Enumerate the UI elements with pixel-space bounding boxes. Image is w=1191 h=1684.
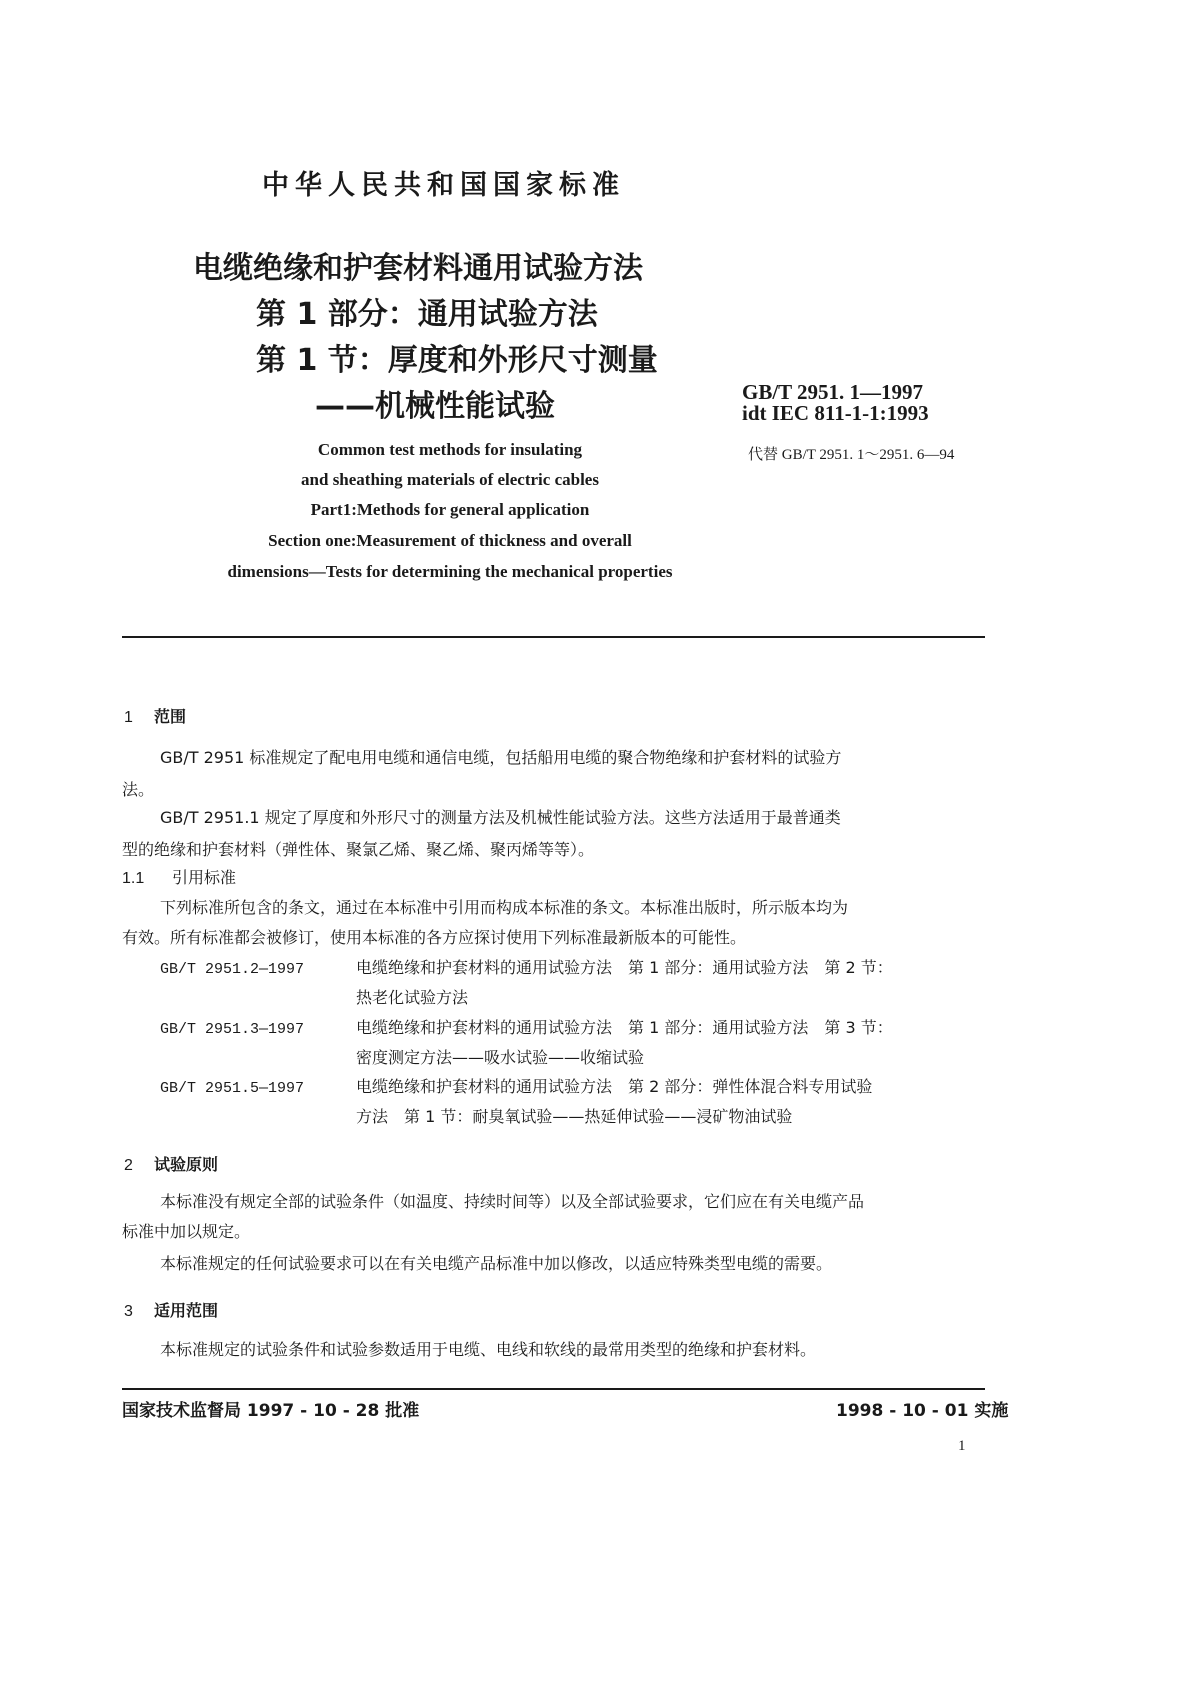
reference-code: GB/T 2951.2—1997 xyxy=(160,961,305,978)
title-line-3: 第 1 节：厚度和外形尺寸测量 xyxy=(256,343,658,378)
paragraph: 标准中加以规定。 xyxy=(122,1222,251,1241)
reference-code: GB/T 2951.5—1997 xyxy=(160,1080,305,1097)
paragraph: 本标准规定的试验条件和试验参数适用于电缆、电线和软线的最常用类型的绝缘和护套材料。 xyxy=(160,1340,817,1359)
reference-title: 电缆绝缘和护套材料的通用试验方法 第 2 部分：弹性体混合料专用试验 xyxy=(356,1077,873,1096)
section-1-heading xyxy=(124,704,186,727)
country-standard-heading: 中华人民共和国国家标准 xyxy=(262,170,625,201)
header-divider xyxy=(122,636,985,638)
section-3-heading xyxy=(124,1298,218,1321)
title-line-1: 电缆绝缘和护套材料通用试验方法 xyxy=(193,251,643,286)
section-number: 2 xyxy=(124,1157,133,1174)
idt-code: idt IEC 811-1-1:1993 xyxy=(742,401,929,425)
title-line-2: 第 1 部分：通用试验方法 xyxy=(256,297,598,332)
section-title: 引用标准 xyxy=(172,868,237,887)
reference-title: 电缆绝缘和护套材料的通用试验方法 第 1 部分：通用试验方法 第 2 节： xyxy=(356,958,893,977)
reference-title: 密度测定方法——吸水试验——收缩试验 xyxy=(356,1048,645,1067)
section-number: 1.1 xyxy=(122,870,145,887)
english-title-line-1: Common test methods for insulating xyxy=(317,440,583,459)
approval-date: 国家技术监督局 1997 - 10 - 28 批准 xyxy=(122,1401,420,1421)
page-number: 1 xyxy=(958,1438,966,1454)
reference-code: GB/T 2951.3—1997 xyxy=(160,1021,305,1038)
paragraph: 型的绝缘和护套材料（弹性体、聚氯乙烯、聚乙烯、聚丙烯等等）。 xyxy=(122,840,595,859)
title-line-4: ——机械性能试验 xyxy=(315,389,555,424)
paragraph: 本标准规定的任何试验要求可以在有关电缆产品标准中加以修改，以适应特殊类型电缆的需要。 xyxy=(160,1254,833,1273)
section-title: 适用范围 xyxy=(154,1301,219,1320)
section-number: 3 xyxy=(124,1303,133,1320)
english-title-line-3: Part1:Methods for general application xyxy=(310,500,590,519)
section-2-heading xyxy=(124,1152,218,1175)
footer-divider xyxy=(122,1388,985,1390)
paragraph: 有效。所有标准都会被修订，使用本标准的各方应探讨使用下列标准最新版本的可能性。 xyxy=(122,928,747,947)
paragraph: 下列标准所包含的条文，通过在本标准中引用而构成本标准的条文。本标准出版时，所示版本均为 xyxy=(160,898,849,917)
effective-date: 1998 - 10 - 01 实施 xyxy=(836,1401,1009,1421)
paragraph: GB/T 2951 标准规定了配电用电缆和通信电缆，包括船用电缆的聚合物绝缘和护套材料的试验方 xyxy=(160,748,842,767)
paragraph: 本标准没有规定全部的试验条件（如温度、持续时间等）以及全部试验要求，它们应在有关电缆产品 xyxy=(160,1192,865,1211)
section-title: 试验原则 xyxy=(154,1155,219,1174)
replaces-note: 代替 GB/T 2951. 1～2951. 6—94 xyxy=(748,447,955,463)
section-number: 1 xyxy=(124,709,133,726)
english-title-line-4: Section one:Measurement of thickness and overall xyxy=(268,531,632,550)
section-title: 范围 xyxy=(154,707,187,726)
section-1-1-heading xyxy=(122,862,236,895)
english-title-line-5: dimensions—Tests for determining the mechanical properties xyxy=(227,562,673,581)
reference-title: 热老化试验方法 xyxy=(356,988,469,1007)
paragraph: GB/T 2951.1 规定了厚度和外形尺寸的测量方法及机械性能试验方法。这些方法适用于最普通类 xyxy=(160,808,841,827)
reference-title: 方法 第 1 节：耐臭氧试验——热延伸试验——浸矿物油试验 xyxy=(356,1107,793,1126)
english-title-line-2: and sheathing materials of electric cables xyxy=(301,470,599,489)
paragraph: 法。 xyxy=(122,780,155,799)
reference-title: 电缆绝缘和护套材料的通用试验方法 第 1 部分：通用试验方法 第 3 节： xyxy=(356,1018,893,1037)
standard-code: GB/T 2951. 1—1997 xyxy=(742,380,924,404)
